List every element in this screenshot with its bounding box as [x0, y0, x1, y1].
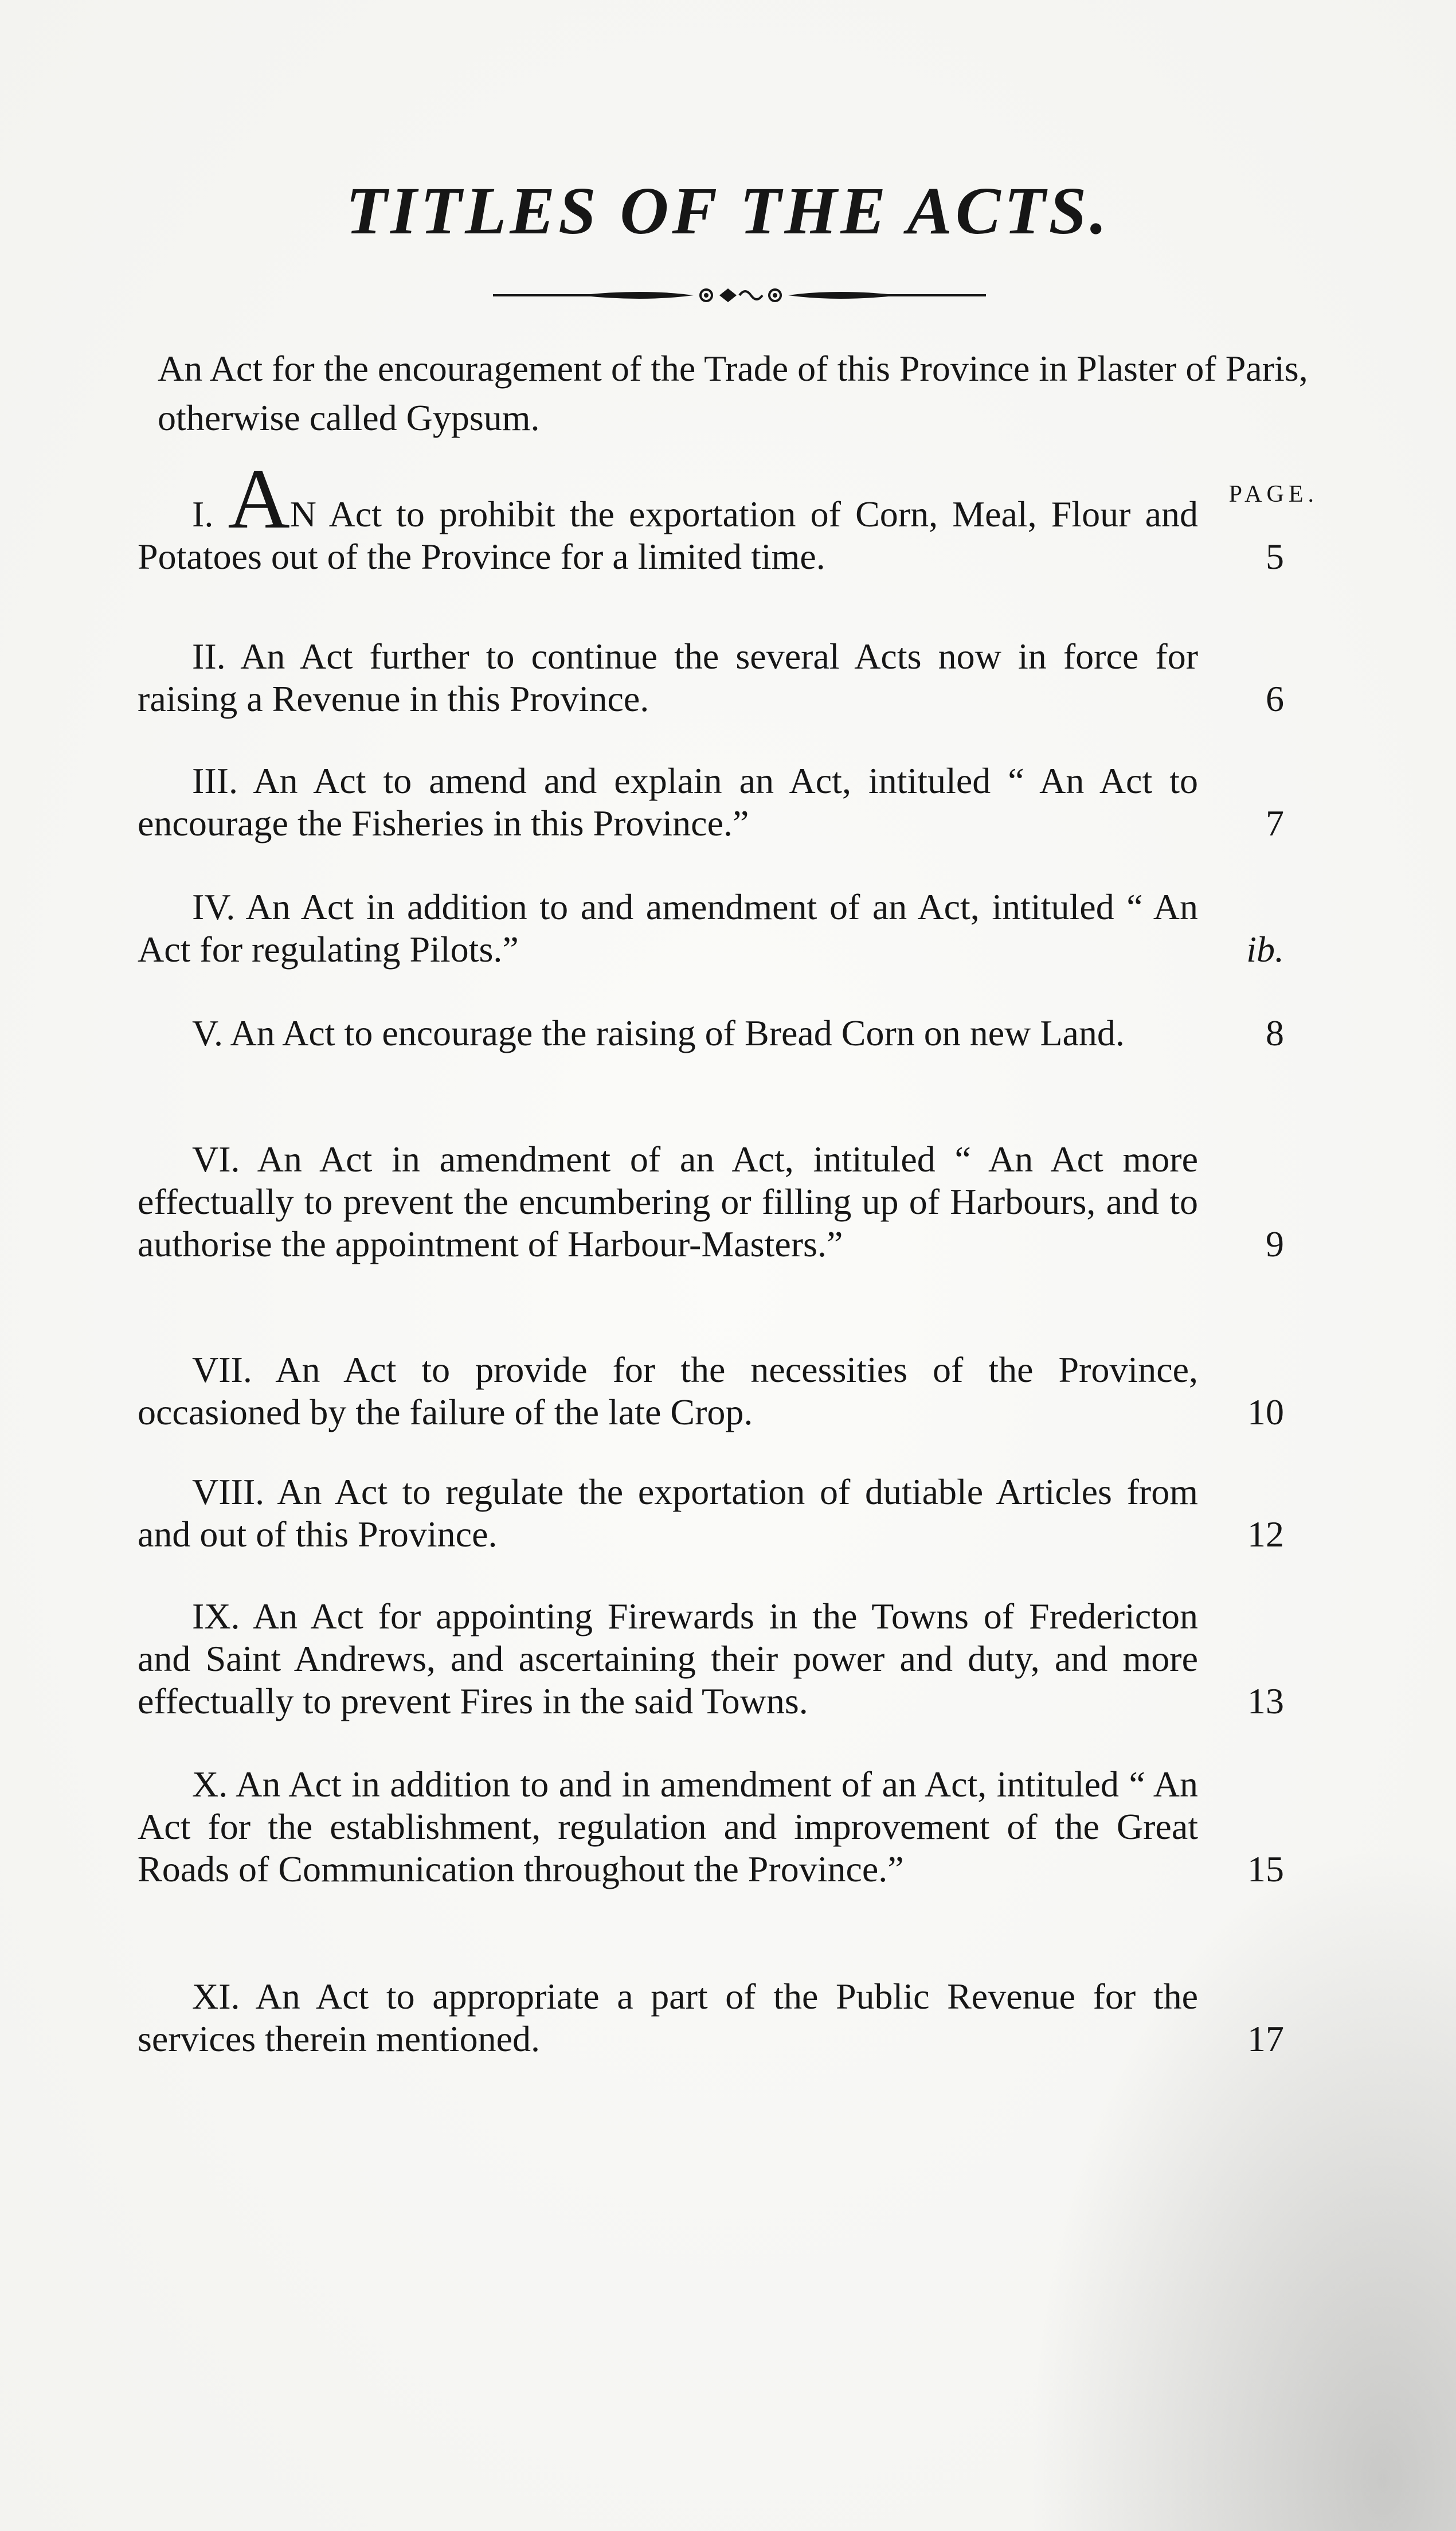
- act-page-number: 10: [1247, 1392, 1284, 1432]
- act-text: XI. An Act to appropriate a part of the Public Revenue for the services therein mentioned.: [138, 1976, 1198, 2059]
- act-text-body: N Act to prohibit the exportation of Corn, Meal, Flour and Potatoes out of the Province for a limited time.: [138, 494, 1199, 577]
- act-text: [138, 451, 1199, 578]
- act-entry-10: [138, 1763, 1284, 1891]
- act-text: VI. An Act in amendment of an Act, intituled “ An Act more effectually to prevent the encumbering or filling up of Harbours, and to authorise the appointment of Harbour-Masters.”: [138, 1139, 1198, 1264]
- act-text: IX. An Act for appointing Firewards in the Towns of Fredericton and Saint Andrews, and ascertaining their power and duty, and more effectually to prevent Fires in the said Towns.: [138, 1596, 1198, 1721]
- act-entry-2: [138, 635, 1284, 720]
- act-page-number: 15: [1247, 1849, 1284, 1889]
- act-page-number: 5: [1266, 536, 1284, 577]
- intro-text: An Act for the encouragement of the Trade of this Province in Plaster of Paris, otherwise called Gypsum.: [158, 348, 1308, 438]
- act-entry-7: [138, 1349, 1284, 1434]
- act-text: III. An Act to amend and explain an Act, intituled “ An Act to encourage the Fisheries in this Province.”: [138, 760, 1198, 843]
- act-page-number: 9: [1266, 1224, 1284, 1264]
- act-text: VIII. An Act to regulate the exportation of dutiable Articles from and out of this Province.: [138, 1471, 1198, 1554]
- act-entry-9: [138, 1595, 1284, 1723]
- act-page-number: 17: [1247, 2018, 1284, 2059]
- act-page-number: 8: [1266, 1013, 1284, 1053]
- act-text: X. An Act in addition to and in amendment of an Act, intituled “ An Act for the establishment, regulation and improvement of the Great Roads of Communication throughout the Province.”: [138, 1764, 1198, 1889]
- act-text: V. An Act to encourage the raising of Bread Corn on new Land.: [192, 1013, 1125, 1053]
- act-page-number: 12: [1247, 1514, 1284, 1554]
- page-title: TITLES OF THE ACTS.: [346, 173, 1110, 248]
- act-text: VII. An Act to provide for the necessities of the Province, occasioned by the failure of the late Crop.: [138, 1349, 1198, 1432]
- act-numeral: I.: [192, 494, 228, 534]
- page-column-label: PAGE.: [1228, 481, 1318, 507]
- act-entry-11: [138, 1975, 1284, 2060]
- ornamental-rule-icon: [493, 284, 986, 307]
- act-entry-5: [138, 1012, 1284, 1054]
- act-entry-4: [138, 886, 1284, 971]
- drop-cap: A: [228, 451, 290, 546]
- act-page-number: ib.: [1246, 929, 1284, 970]
- act-entry-6: [138, 1138, 1284, 1266]
- act-entry-3: [138, 760, 1284, 845]
- act-text: II. An Act further to continue the several Acts now in force for raising a Revenue in this Province.: [138, 636, 1198, 719]
- act-text: IV. An Act in addition to and amendment of an Act, intituled “ An Act for regulating Pilots.”: [138, 886, 1198, 970]
- act-entry-8: [138, 1471, 1284, 1556]
- act-page-number: 7: [1266, 803, 1284, 843]
- act-page-number: 6: [1266, 678, 1284, 719]
- intro-paragraph: [158, 344, 1327, 443]
- act-page-number: 13: [1247, 1681, 1284, 1721]
